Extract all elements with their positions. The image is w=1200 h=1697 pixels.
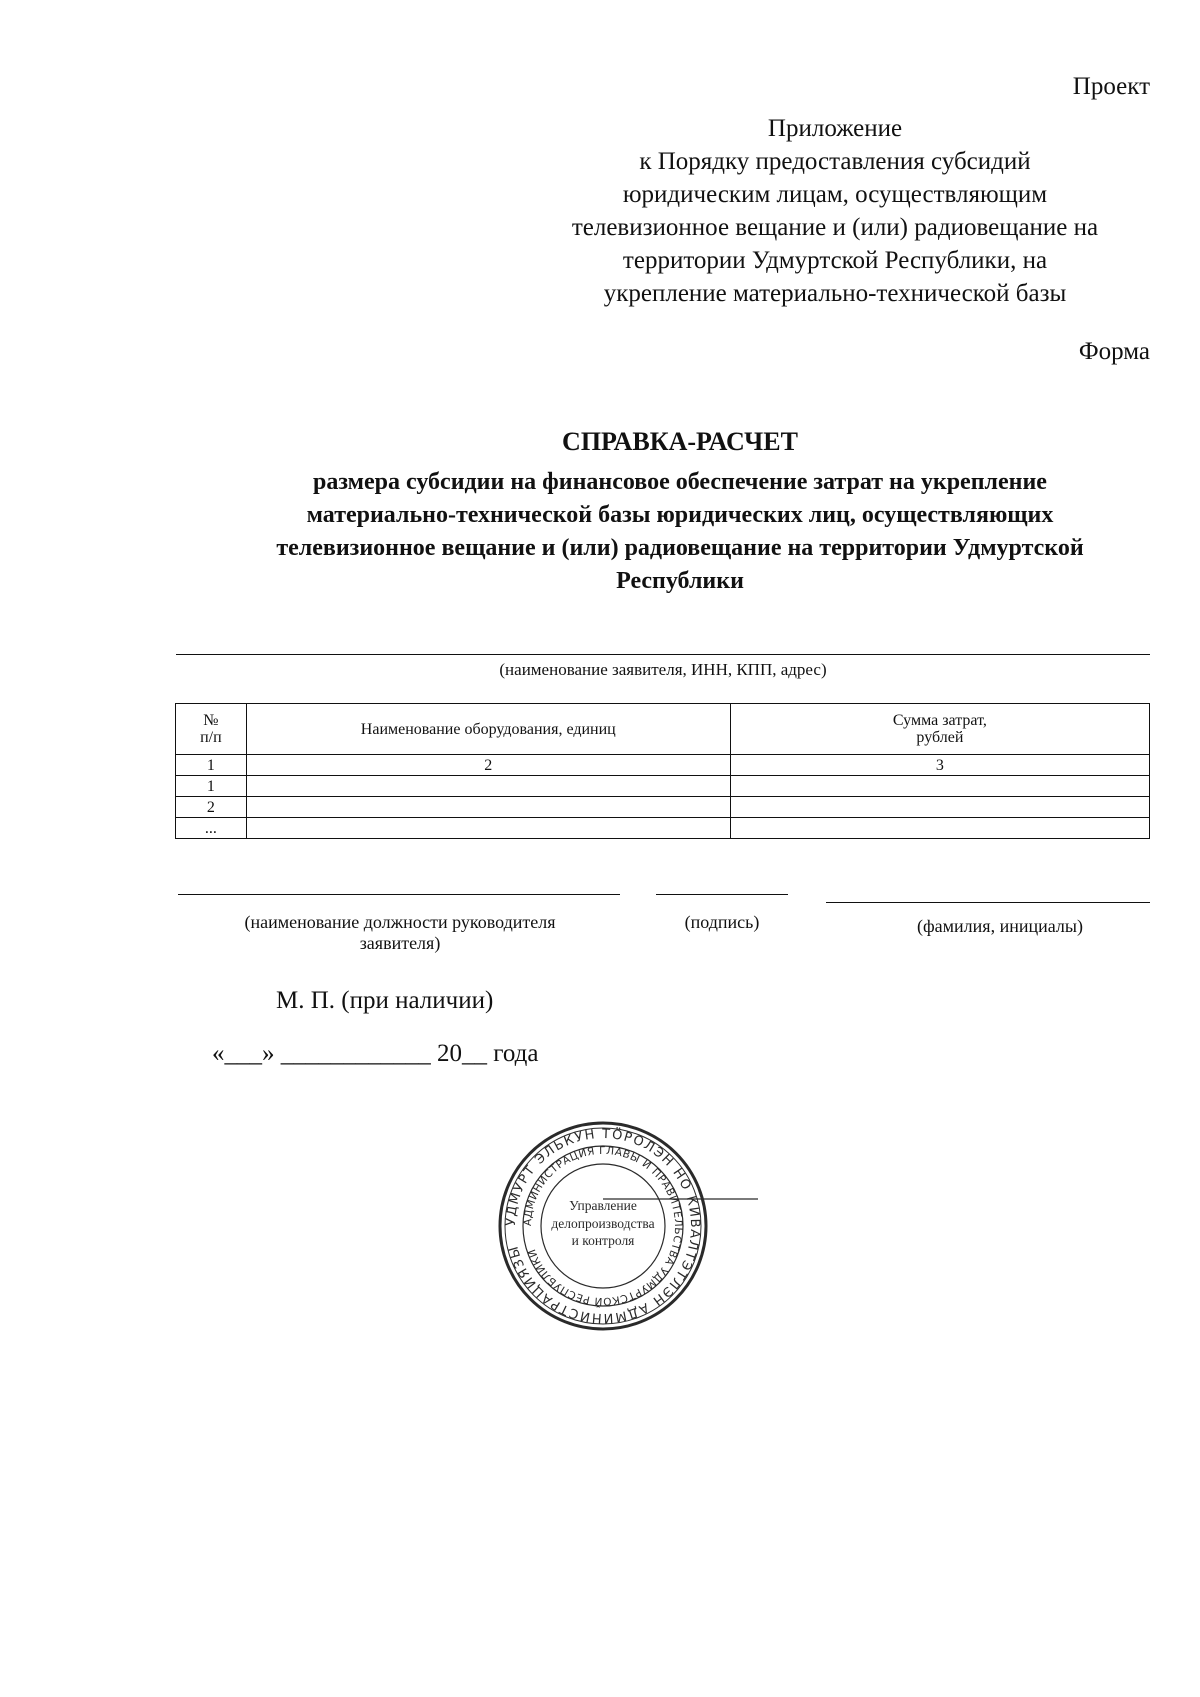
seal-center-line: и контроля xyxy=(571,1233,635,1248)
subtitle-line: Республики xyxy=(616,568,744,594)
appendix-line: к Порядку предоставления субсидий xyxy=(639,148,1031,175)
name-caption: (фамилия, инициалы) xyxy=(917,916,1083,936)
row-name xyxy=(246,776,730,797)
seal-outer-ring-text: УДМУРТ ЭЛЬКУН ТӦРОЛЭН НО КИВАЛТЭТЛЭН АДМИНИСТРАЦИЯЗЫ xyxy=(503,1126,703,1326)
row-name xyxy=(246,797,730,818)
header-num xyxy=(176,704,247,755)
seal-center-line: Управление xyxy=(569,1198,637,1213)
appendix-line: Приложение xyxy=(767,115,903,142)
row-num: 1 xyxy=(176,776,247,797)
table-row xyxy=(176,797,1150,818)
subtitle-line: размера субсидии на финансовое обеспечение затрат на укрепление xyxy=(313,469,1047,495)
position-caption-line: заявителя) xyxy=(359,933,441,953)
header-name: Наименование оборудования, единиц xyxy=(246,704,730,755)
row-num: 2 xyxy=(176,797,247,818)
signature-caption: (подпись) xyxy=(684,912,760,932)
project-mark: Проект xyxy=(1072,73,1150,100)
position-caption xyxy=(190,912,610,954)
subtitle-line: материально-технической базы юридических лиц, осуществляющих xyxy=(306,502,1054,528)
signature-fill-line xyxy=(656,894,788,895)
table-row xyxy=(176,818,1150,839)
appendix-block xyxy=(520,112,1150,310)
header-sum-line: Сумма затрат, xyxy=(892,712,987,729)
applicant-fill-line xyxy=(176,654,1150,655)
date-line: «___» ____________ 20__ года xyxy=(212,1040,539,1067)
appendix-line: укрепление материально-технической базы xyxy=(603,280,1067,307)
appendix-line: телевизионное вещание и (или) радиовещание на xyxy=(571,214,1099,241)
column-number: 2 xyxy=(246,755,730,776)
applicant-caption: (наименование заявителя, ИНН, КПП, адрес) xyxy=(499,660,827,679)
appendix-line: территории Удмуртской Республики, на xyxy=(622,247,1048,274)
stamp-note: М. П. (при наличии) xyxy=(276,987,494,1014)
document-subtitle xyxy=(160,466,1200,598)
row-num: ... xyxy=(176,818,247,839)
column-number: 3 xyxy=(730,755,1149,776)
seal-center-line: делопроизводства xyxy=(551,1216,655,1231)
form-mark: Форма xyxy=(1078,338,1150,365)
name-fill-line xyxy=(826,902,1150,903)
header-sum xyxy=(730,704,1149,755)
header-num-line: п/п xyxy=(200,729,222,746)
position-fill-line xyxy=(178,894,620,895)
column-number-row xyxy=(176,755,1150,776)
row-name xyxy=(246,818,730,839)
calculation-table xyxy=(175,703,1150,839)
position-caption-line: (наименование должности руководителя xyxy=(244,912,556,932)
column-number: 1 xyxy=(176,755,247,776)
header-num-line: № xyxy=(203,712,219,729)
table-header-row xyxy=(176,704,1150,755)
seal-inner-ring-text: АДМИНИСТРАЦИЯ ГЛАВЫ И ПРАВИТЕЛЬСТВА УДМУРТСКОЙ РЕСПУБЛИКИ xyxy=(521,1144,685,1308)
official-seal xyxy=(488,1111,758,1341)
appendix-line: юридическим лицам, осуществляющим xyxy=(622,181,1048,208)
row-sum xyxy=(730,776,1149,797)
row-sum xyxy=(730,818,1149,839)
header-sum-line: рублей xyxy=(916,729,964,746)
document-title: СПРАВКА-РАСЧЕТ xyxy=(562,427,798,456)
table-row xyxy=(176,776,1150,797)
subtitle-line: телевизионное вещание и (или) радиовещание на территории Удмуртской xyxy=(276,535,1084,561)
row-sum xyxy=(730,797,1149,818)
